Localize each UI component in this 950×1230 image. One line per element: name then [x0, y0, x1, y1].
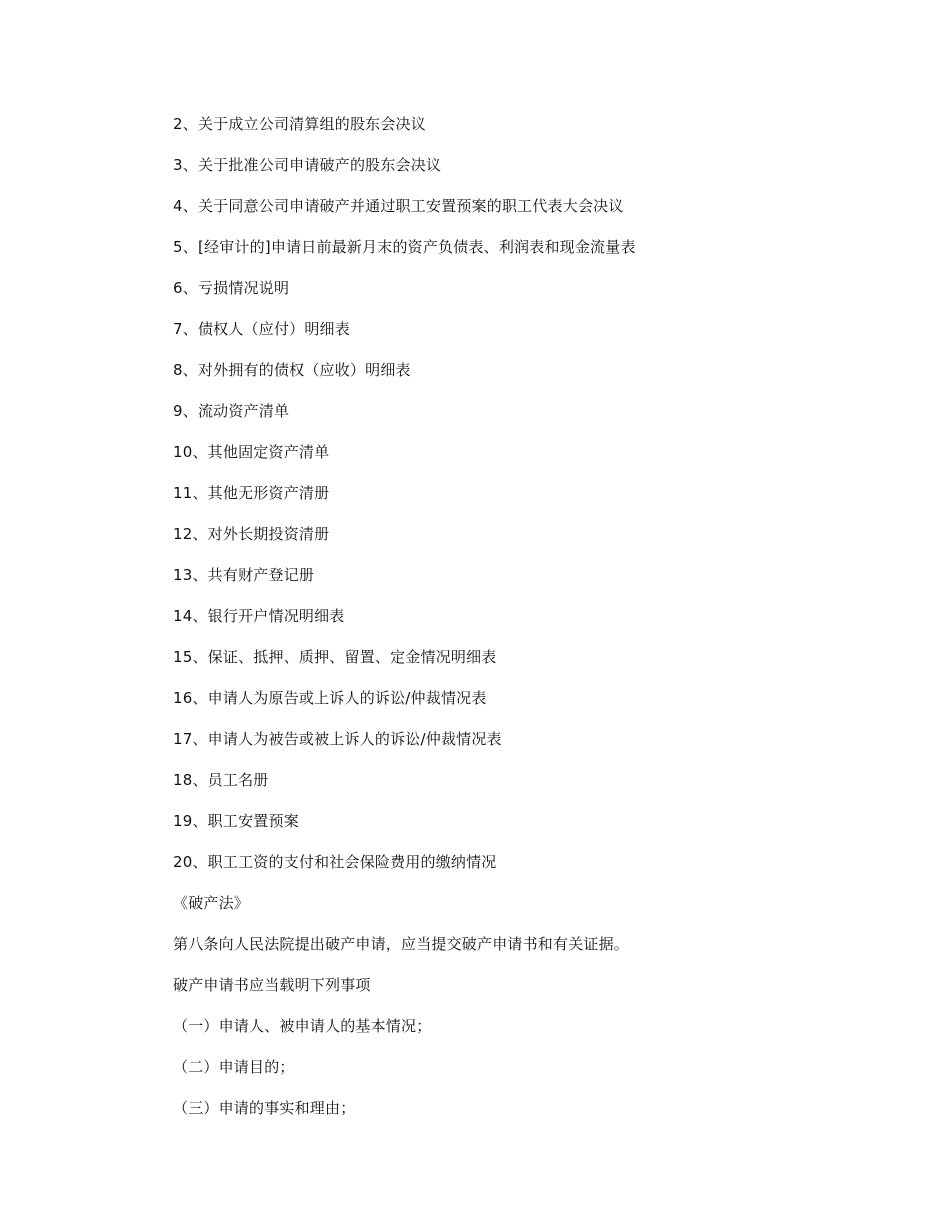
article-text: 第八条向人民法院提出破产申请，应当提交破产申请书和有关证据。 [173, 935, 630, 953]
list-item: 12、对外长期投资清册 [173, 525, 330, 543]
requirements-intro: 破产申请书应当载明下列事项 [173, 976, 371, 994]
list-item: 3、关于批准公司申请破产的股东会决议 [173, 156, 442, 174]
list-item: 16、申请人为原告或上诉人的诉讼/仲裁情况表 [173, 689, 487, 707]
list-item: 19、职工安置预案 [173, 812, 299, 830]
list-item: 5、[经审计的]申请日前最新月末的资产负债表、利润表和现金流量表 [173, 238, 636, 256]
list-item: 18、员工名册 [173, 771, 269, 789]
list-item: 17、申请人为被告或被上诉人的诉讼/仲裁情况表 [173, 730, 502, 748]
list-item: 13、共有财产登记册 [173, 566, 315, 584]
list-item: 14、银行开户情况明细表 [173, 607, 345, 625]
list-item: 2、关于成立公司清算组的股东会决议 [173, 115, 426, 133]
law-title: 《破产法》 [173, 894, 250, 912]
list-item: 9、流动资产清单 [173, 402, 290, 420]
list-item: 11、其他无形资产清册 [173, 484, 330, 502]
requirement-item: （二）申请目的； [173, 1058, 295, 1076]
requirement-item: （三）申请的事实和理由； [173, 1099, 356, 1117]
document-body [173, 112, 893, 1137]
list-item: 20、职工工资的支付和社会保险费用的缴纳情况 [173, 853, 497, 871]
list-item: 7、债权人（应付）明细表 [173, 320, 350, 338]
list-item: 10、其他固定资产清单 [173, 443, 330, 461]
list-item: 15、保证、抵押、质押、留置、定金情况明细表 [173, 648, 497, 666]
list-item: 8、对外拥有的债权（应收）明细表 [173, 361, 411, 379]
list-item: 6、亏损情况说明 [173, 279, 290, 297]
list-item: 4、关于同意公司申请破产并通过职工安置预案的职工代表大会决议 [173, 197, 624, 215]
requirement-item: （一）申请人、被申请人的基本情况； [173, 1017, 432, 1035]
